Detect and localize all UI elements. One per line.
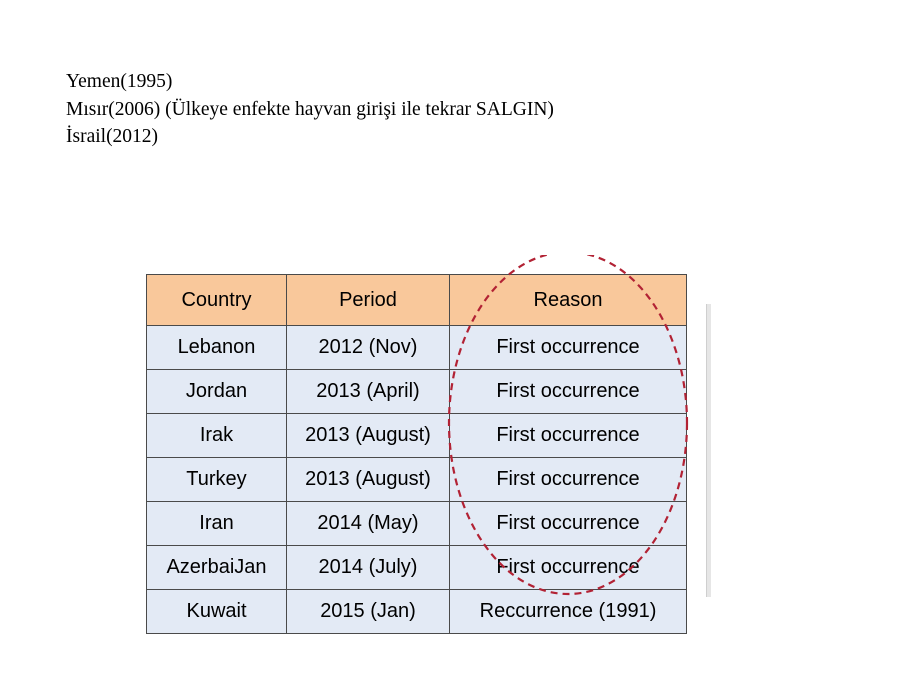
table-row: [147, 546, 687, 590]
cell-reason: First occurrence: [450, 502, 687, 546]
cell-country: Irak: [147, 414, 287, 458]
header-country: Country: [147, 275, 287, 326]
cell-reason: First occurrence: [450, 414, 687, 458]
header-period: Period: [287, 275, 450, 326]
text-line-3: İsrail(2012): [66, 126, 159, 147]
cell-reason: First occurrence: [450, 458, 687, 502]
text-line-2: Mısır(2006) (Ülkeye enfekte hayvan girişi ile tekrar SALGIN): [66, 98, 554, 120]
image-edge-fragment: [706, 304, 711, 597]
cell-period: 2015 (Jan): [287, 590, 450, 634]
cell-country: Iran: [147, 502, 287, 546]
cell-country: AzerbaiJan: [147, 546, 287, 590]
outbreak-table-container: [146, 274, 687, 634]
table-row: [147, 414, 687, 458]
cell-period: 2013 (August): [287, 414, 450, 458]
intro-text: [66, 68, 554, 151]
header-reason: Reason: [450, 275, 687, 326]
cell-reason: First occurrence: [450, 326, 687, 370]
table-row: [147, 326, 687, 370]
cell-period: 2012 (Nov): [287, 326, 450, 370]
outbreak-table: [146, 274, 687, 634]
table-row: [147, 370, 687, 414]
cell-reason: First occurrence: [450, 370, 687, 414]
table-header-row: [147, 275, 687, 326]
cell-country: Lebanon: [147, 326, 287, 370]
cell-period: 2013 (April): [287, 370, 450, 414]
cell-country: Jordan: [147, 370, 287, 414]
cell-reason: First occurrence: [450, 546, 687, 590]
cell-period: 2013 (August): [287, 458, 450, 502]
cell-reason: Reccurrence (1991): [450, 590, 687, 634]
cell-period: 2014 (July): [287, 546, 450, 590]
text-line-1: Yemen(1995): [66, 71, 173, 92]
table-row: [147, 502, 687, 546]
cell-country: Turkey: [147, 458, 287, 502]
table-row: [147, 590, 687, 634]
cell-country: Kuwait: [147, 590, 287, 634]
cell-period: 2014 (May): [287, 502, 450, 546]
table-row: [147, 458, 687, 502]
